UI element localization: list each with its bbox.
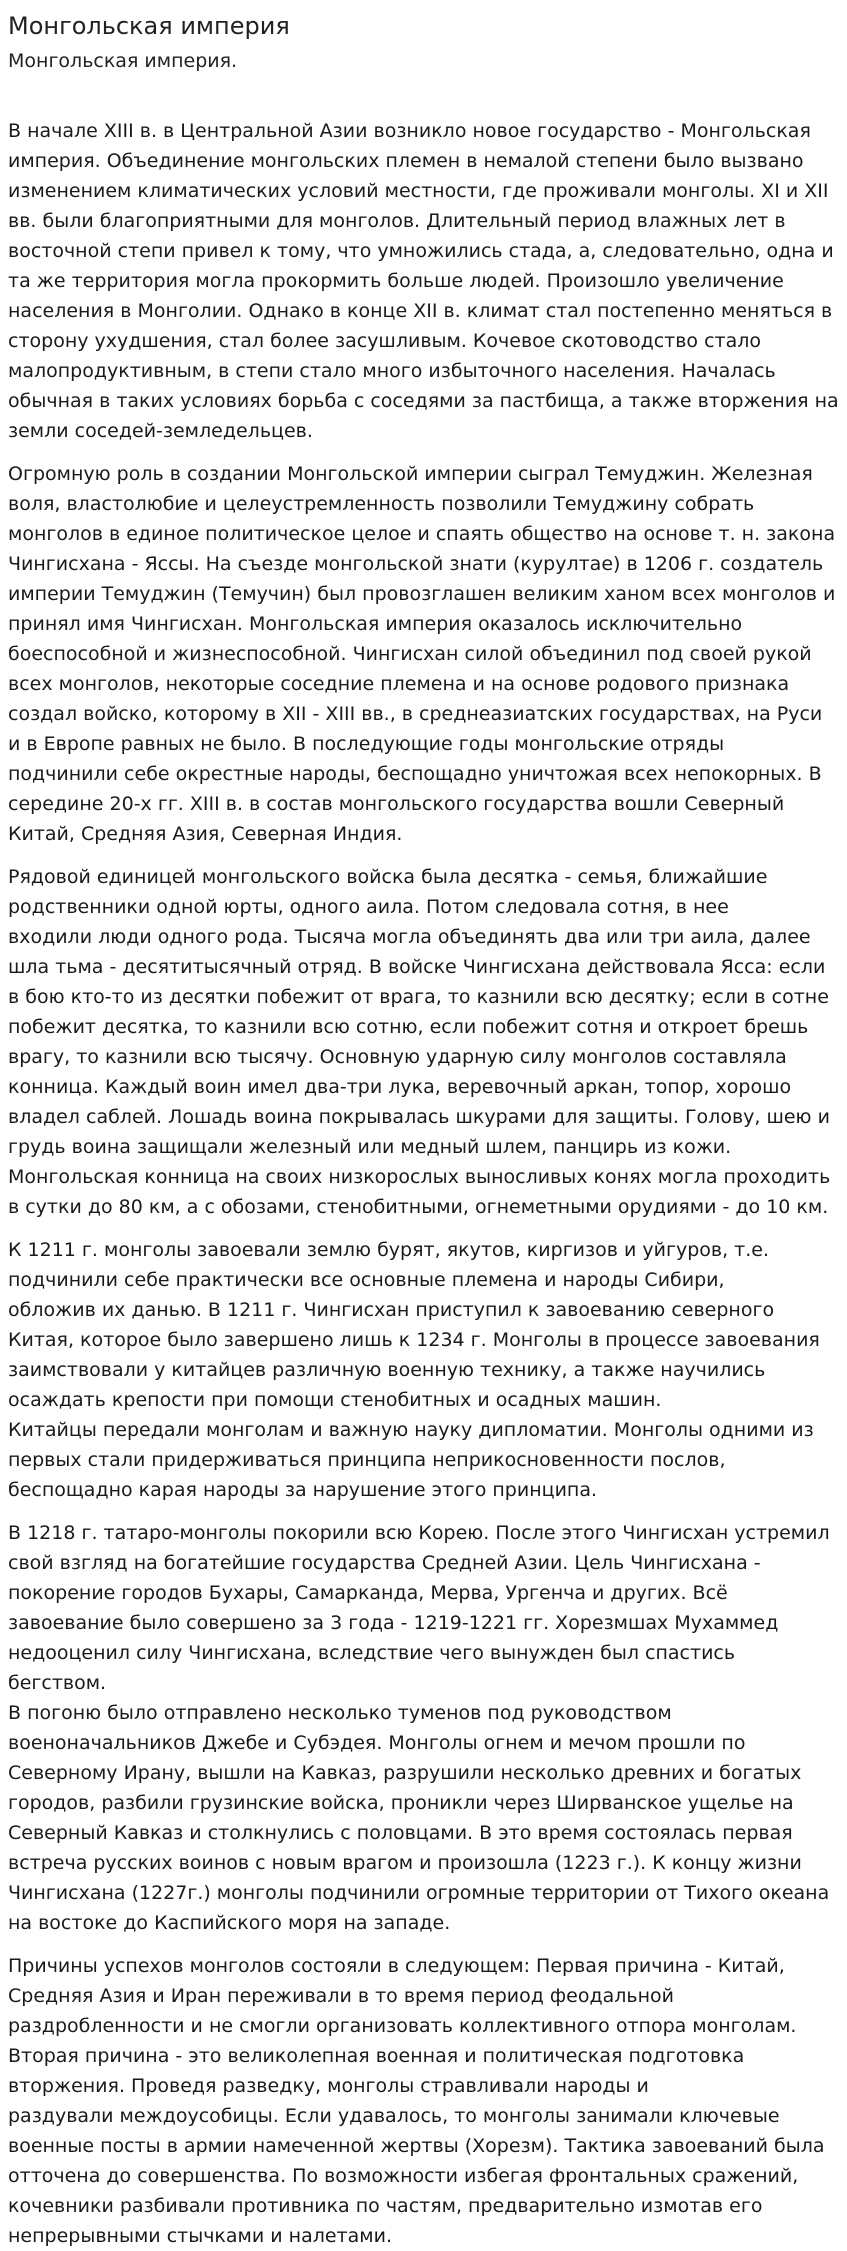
paragraph-army: Рядовой единицей монгольского войска была десятка - семья, ближайшие родственники одной юрты, одного аила. Потом следовала сотня, в нее входили люди одного рода. Тысяча могла объединять два или три аила, далее шла тьма - десятитысячный отряд. В войске Чингисхана действовала Ясса: если в бою кто-то из десятки побежит от врага, то казнили всю десятку; если в сотне побежит десятка, то казнили всю сотню, если побежит сотня и откроет брешь врагу, то казнили всю тысячу. Основную ударную силу монголов составляла конница. Каждый воин имел два-три лука, веревочный аркан, топор, хорошо владел саблей. Лошадь воина покрывалась шкурами для защиты. Голову, шею и грудь воина защищали железный или медный шлем, панцирь из кожи. Монгольская конница на своих низкорослых выносливых конях могла проходить в сутки до 80 км, а с обозами, стенобитными, огнеметными орудиями - до 10 км. — [8, 866, 831, 1218]
paragraph-reasons: Причины успехов монголов состояли в следующем: Первая причина - Китай, Средняя Азия и Иран переживали в то время период феодальной раздробленности и не смогли организовать коллективного отпора монголам. Вторая причина - это великолепная военная и политическая подготовка вторжения. Проведя разведку, монголы стравливали народы и раздували междоусобицы. Если удавалось, то монголы занимали ключевые военные посты в армии намеченной жертвы (Хорезм). Тактика завоеваний была отточена до совершенства. По возможности избегая фронтальных сражений, кочевники разбивали противника по частям, предварительно измотав его непрерывными стычками и налетами. — [8, 1955, 825, 2247]
paragraph-origins: В начале XIII в. в Центральной Азии возникло новое государство - Монгольская империя. Объединение монгольских племен в немалой степени было вызвано изменением климатических условий местности, где проживали монголы. XI и XII вв. были благоприятными для монголов. Длительный период влажных лет в восточной степи привел к тому, что умножились стада, а, следовательно, одна и та же территория могла прокормить больше людей. Произошло увеличение населения в Монголии. Однако в конце XII в. климат стал постепенно меняться в сторону ухудшения, стал более засушливым. Кочевое скотоводство стало малопродуктивным, в степи стало много избыточного населения. Началась обычная в таких условиях борьба с соседями за пастбища, а также вторжения на земли соседей-земледельцев. — [8, 120, 839, 442]
page-title: Монгольская империя — [8, 12, 290, 40]
paragraph-central-asia: В 1218 г. татаро-монголы покорили всю Корею. После этого Чингисхан устремил свой взгляд на богатейшие государства Средней Азии. Цель Чингисхана - покорение городов Бухары, Самарканда, Мерва, Ургенча и других. Всё завоевание было совершено за 3 года - 1219-1221 гг. Хорезмшах Мухаммед недооценил силу Чингисхана, вследствие чего вынужден был спастись бегством. В погоню было отправлено несколько туменов под руководством военоначальников Джебе и Субэдея. Монголы огнем и мечом прошли по Северному Ирану, вышли на Кавказ, разрушили несколько древних и богатых городов, разбили грузинские войска, проникли через Ширванское ущелье на Северный Кавказ и столкнулись с половцами. В это время состоялась первая встреча русских воинов с новым врагом и произошла (1223 г.). К концу жизни Чингисхана (1227г.) монголы подчинили огромные территории от Тихого океана на востоке до Каспийского моря на западе. — [8, 1522, 830, 1934]
paragraph-siberia-china: К 1211 г. монголы завоевали землю бурят, якутов, киргизов и уйгуров, т.е. подчинили себе практически все основные племена и народы Сибири, обложив их данью. В 1211 г. Чингисхан приступил к завоеванию северного Китая, которое было завершено лишь к 1234 г. Монголы в процессе завоевания заимствовали у китайцев различную военную технику, а также научились осаждать крепости при помощи стенобитных и осадных машин. Китайцы передали монголам и важную науку дипломатии. Монголы одними из первых стали придерживаться принципа неприкосновенности послов, беспощадно карая народы за нарушение этого принципа. — [8, 1239, 820, 1501]
page-subtitle: Монгольская империя. — [8, 50, 238, 72]
paragraph-temujin: Огромную роль в создании Монгольской империи сыграл Темуджин. Железная воля, властолюбие и целеустремленность позволили Темуджину собрать монголов в единое политическое целое и спаять общество на основе т. н. закона Чингисхана - Яссы. На съезде монгольской знати (курултае) в 1206 г. создатель империи Темуджин (Темучин) был провозглашен великим ханом всех монголов и принял имя Чингисхан. Монгольская империя оказалось исключительно боеспособной и жизнеспособной. Чингисхан силой объединил под своей рукой всех монголов, некоторые соседние племена и на основе родового признака создал войско, которому в XII - XIII вв., в среднеазиатских государствах, на Руси и в Европе равных не было. В последующие годы монгольские отряды подчинили себе окрестные народы, беспощадно уничтожая всех непокорных. В середине 20-х гг. XIII в. в состав монгольского государства вошли Северный Китай, Средняя Азия, Северная Индия. — [8, 463, 836, 845]
